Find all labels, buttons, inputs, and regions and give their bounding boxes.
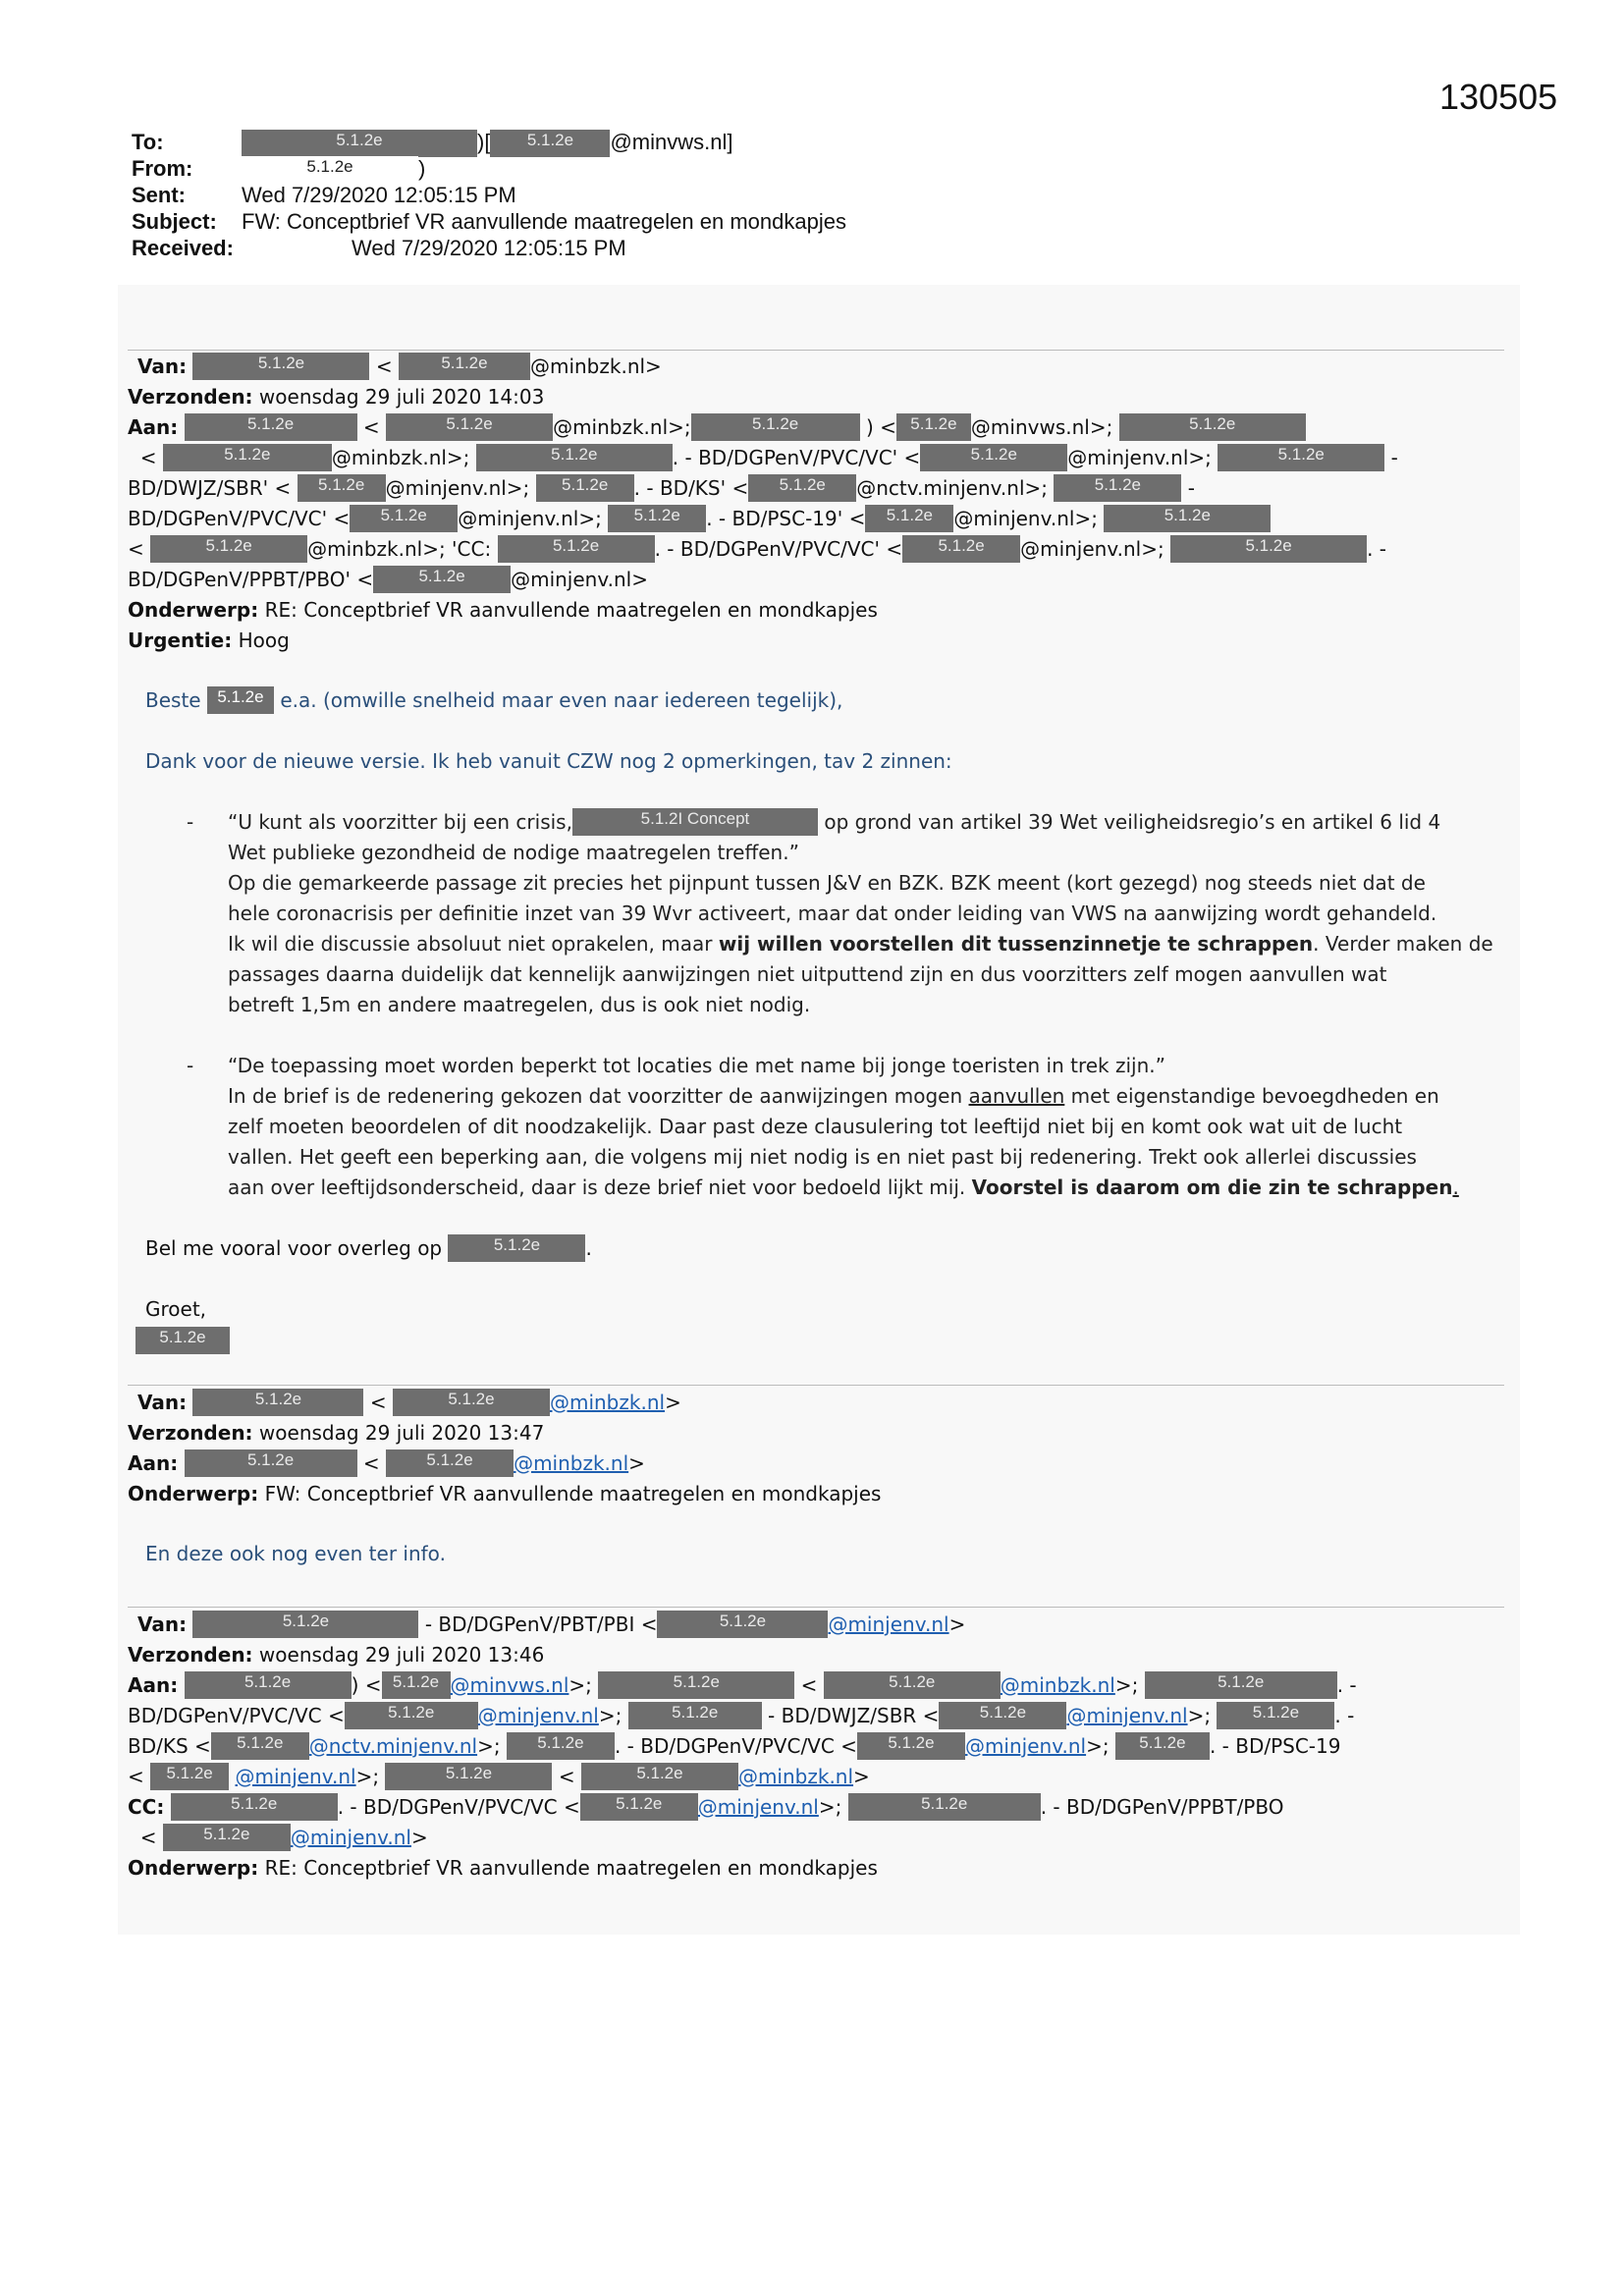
email-link[interactable]: @minbzk.nl bbox=[737, 1765, 854, 1788]
from-label: From: bbox=[132, 156, 193, 181]
msg2-body: En deze ook nog even ter info. bbox=[145, 1542, 446, 1565]
onderwerp-label: Onderwerp: bbox=[128, 1856, 259, 1880]
from-value bbox=[242, 155, 425, 184]
header-from-row bbox=[132, 155, 1015, 182]
urgentie-label: Urgentie: bbox=[128, 629, 233, 652]
redaction-box: 5.1.2e bbox=[171, 1793, 338, 1821]
received-value: Wed 7/29/2020 12:05:15 PM bbox=[352, 236, 626, 260]
redaction-box: 5.1.2e bbox=[691, 413, 860, 441]
redaction-box: 5.1.2e bbox=[608, 505, 706, 532]
redaction-box: 5.1.2e bbox=[1170, 535, 1367, 563]
redaction-box: 5.1.2e bbox=[824, 1671, 1001, 1699]
call-text: Bel me vooral voor overleg op bbox=[145, 1236, 443, 1260]
recipient-text: BD/DWJZ/SBR' < bbox=[128, 476, 292, 500]
redaction-box: 5.1.2e bbox=[386, 413, 553, 441]
email-link[interactable]: @minjenv.nl bbox=[477, 1704, 599, 1727]
subject-label: Subject: bbox=[132, 209, 217, 234]
recipient-text: . - bbox=[1334, 1704, 1355, 1727]
redaction-box: 5.1.2e bbox=[192, 1389, 363, 1416]
recipient-text: < bbox=[128, 1765, 144, 1788]
recipient-text: . - BD/KS' < bbox=[633, 476, 749, 500]
intro-text: Dank voor de nieuwe versie. Ik heb vanuit CZW nog 2 opmerkingen, tav 2 zinnen: bbox=[145, 749, 952, 773]
email-link[interactable]: @minjenv.nl bbox=[964, 1734, 1087, 1758]
msg3-subject: RE: Conceptbrief VR aanvullende maatregelen en mondkapjes bbox=[264, 1856, 878, 1880]
quote-text: op grond van artikel 39 Wet veiligheidsregio’s en artikel 6 lid 4 bbox=[824, 810, 1441, 834]
recipient-text: . - BD/DGPenV/PVC/VC < bbox=[614, 1734, 857, 1758]
aan-label: Aan: bbox=[128, 1673, 179, 1697]
msg1-date: woensdag 29 juli 2020 14:03 bbox=[258, 385, 545, 409]
van-dept: - BD/DGPenV/PBT/PBI < bbox=[418, 1613, 658, 1636]
redaction-box: 5.1.2e bbox=[920, 444, 1067, 471]
redaction-box: 5.1.2e bbox=[580, 1793, 698, 1821]
redaction-box: 5.1.2e bbox=[1145, 1671, 1337, 1699]
paragraph-text: aan over leeftijdsonderscheid, daar is deze brief niet voor bedoeld lijkt mij. bbox=[228, 1175, 966, 1199]
msg2-verzonden bbox=[128, 1418, 544, 1449]
recipient-text: >; bbox=[1114, 1673, 1139, 1697]
quote-text: “De toepassing moet worden beperkt tot locaties die met name bij jonge toeristen in trek zijn.” bbox=[228, 1054, 1165, 1077]
email-link[interactable]: @minjenv.nl bbox=[1066, 1704, 1188, 1727]
redaction-box: 5.1.2e bbox=[185, 1671, 352, 1699]
recipient-text: >; bbox=[598, 1704, 623, 1727]
recipient-text: . - BD/PSC-19 bbox=[1209, 1734, 1341, 1758]
paragraph-line: betreft 1,5m en andere maatregelen, dus is ook niet nodig. bbox=[228, 993, 811, 1016]
email-body bbox=[118, 285, 1520, 1935]
redaction-box: 5.1.2e bbox=[628, 1702, 762, 1729]
redaction-box: 5.1.2e bbox=[242, 156, 418, 184]
redaction-box: 5.1.2e bbox=[896, 413, 971, 441]
recipient-text: @minbzk.nl>; bbox=[331, 446, 470, 469]
document-number: 130505 bbox=[1439, 77, 1558, 117]
redaction-box: 5.1.2e bbox=[857, 1732, 965, 1760]
redaction-box: 5.1.2e bbox=[373, 566, 511, 593]
redaction-box: 5.1.2e bbox=[185, 1449, 357, 1477]
email-link[interactable]: @minjenv.nl bbox=[235, 1765, 356, 1788]
paragraph-line: vallen. Het geeft een beperking aan, die volgens mij niet nodig is en niet past bij redenering. Trekt ook allerlei discussies bbox=[228, 1145, 1417, 1169]
to-value bbox=[242, 129, 732, 157]
received-label: Received: bbox=[132, 236, 234, 260]
email-link[interactable]: @minjenv.nl bbox=[697, 1795, 819, 1819]
underlined-text: aanvullen bbox=[968, 1084, 1065, 1108]
redaction-box: 5.1.2e bbox=[192, 1611, 418, 1638]
redaction-box: 5.1.2e bbox=[207, 686, 274, 714]
recipient-text: < bbox=[800, 1673, 818, 1697]
van-label: Van: bbox=[137, 1391, 188, 1414]
paragraph-text: Ik wil die discussie absoluut niet oprakelen, maar bbox=[228, 932, 713, 956]
msg2-aan: Aan: 5.1.2e < 5.1.2e @minbzk.nl> bbox=[128, 1450, 645, 1475]
msg2-date: woensdag 29 juli 2020 13:47 bbox=[258, 1421, 545, 1445]
greeting-post: e.a. (omwille snelheid maar even naar iedereen tegelijk), bbox=[280, 688, 843, 712]
recipient-text: >; bbox=[1086, 1734, 1110, 1758]
call-text: . bbox=[585, 1236, 592, 1260]
redaction-box: 5.1.2e bbox=[1218, 444, 1384, 471]
redaction-box: 5.1.2e bbox=[448, 1234, 585, 1262]
verzonden-label: Verzonden: bbox=[128, 1643, 253, 1667]
paragraph-line: Op die gemarkeerde passage zit precies het pijnpunt tussen J&V en BZK. BZK meent (kort gezegd) nog steeds niet dat de bbox=[228, 871, 1426, 895]
divider bbox=[128, 350, 1504, 351]
recipient-text: BD/KS < bbox=[128, 1734, 211, 1758]
verzonden-label: Verzonden: bbox=[128, 1421, 253, 1445]
recipient-text: - BD/DWJZ/SBR < bbox=[761, 1704, 940, 1727]
msg1-urgentie bbox=[128, 626, 290, 656]
sent-value: Wed 7/29/2020 12:05:15 PM bbox=[242, 183, 516, 207]
bracket: > bbox=[665, 1391, 681, 1414]
paragraph-text: met eigenstandige bevoegdheden en bbox=[1070, 1084, 1439, 1108]
recipient-text: @minjenv.nl>; bbox=[458, 507, 602, 530]
recipient-text: >; bbox=[1187, 1704, 1212, 1727]
recipient-text: >; bbox=[818, 1795, 842, 1819]
bracket: < bbox=[369, 1391, 387, 1414]
cc-label: CC: bbox=[128, 1795, 165, 1819]
redaction-box: 5.1.2e bbox=[1054, 474, 1181, 502]
paragraph-text: . bbox=[1452, 1175, 1459, 1199]
recipient-text: @minbzk.nl>; 'CC: bbox=[307, 537, 492, 561]
redaction-box: 5.1.2e bbox=[150, 1763, 229, 1790]
redaction-box: 5.1.2e bbox=[490, 130, 610, 157]
sent-label: Sent: bbox=[132, 183, 186, 207]
greeting bbox=[145, 685, 842, 716]
recipient-text: @minjenv.nl>; bbox=[1020, 537, 1164, 561]
email-link[interactable]: @minvws.nl bbox=[450, 1673, 569, 1697]
verzonden-label: Verzonden: bbox=[128, 385, 253, 409]
recipient-text: @minvws.nl>; bbox=[970, 415, 1113, 439]
to-domain: @minvws.nl] bbox=[610, 130, 733, 154]
redaction-box: 5.1.2e bbox=[581, 1763, 738, 1790]
recipient-text: >; bbox=[477, 1734, 501, 1758]
email-link[interactable]: @minjenv.nl bbox=[290, 1826, 411, 1849]
from-suffix: ) bbox=[418, 156, 426, 181]
recipient-text: @minbzk.nl>; bbox=[553, 415, 691, 439]
recipient-text: @nctv.minjenv.nl>; bbox=[856, 476, 1049, 500]
recipient-text: BD/DGPenV/PPBT/PBO' < bbox=[128, 568, 374, 591]
paragraph-line: hele coronacrisis per definitie inzet van 39 Wvr activeert, maar dat onder leiding van VWS na aanwijzing wordt gehandeld. bbox=[228, 902, 1437, 925]
redaction-box: 5.1.2e bbox=[657, 1611, 828, 1638]
redaction-box: 5.1.2e bbox=[211, 1732, 309, 1760]
redaction-box: 5.1.2e bbox=[150, 535, 307, 563]
redaction-box: 5.1.2e bbox=[1115, 1732, 1210, 1760]
onderwerp-label: Onderwerp: bbox=[128, 1482, 259, 1505]
redaction-box: 5.1.2e bbox=[498, 535, 655, 563]
sign-off: Groet, bbox=[145, 1297, 207, 1321]
header-to-row bbox=[132, 129, 1015, 155]
recipient-text: ) < bbox=[351, 1673, 382, 1697]
paragraph-line: passages daarna duidelijk dat kennelijk aanwijzingen niet uitputtend zijn en dus voorzitters zelf mogen aanvullen wat bbox=[228, 962, 1387, 986]
email-link[interactable]: @minjenv.nl bbox=[828, 1613, 949, 1636]
recipient-text: BD/DGPenV/PVC/VC < bbox=[128, 1704, 345, 1727]
redaction-box: 5.1.2e bbox=[393, 1389, 550, 1416]
recipient-text: . - BD/DGPenV/PVC/VC' < bbox=[654, 537, 903, 561]
recipient-text: < bbox=[558, 1765, 575, 1788]
recipient-text: @minjenv.nl>; bbox=[953, 507, 1098, 530]
bullet-dash: - bbox=[187, 810, 194, 834]
recipient-text: > bbox=[410, 1826, 428, 1849]
redaction-box: 5.1.2e bbox=[1119, 413, 1306, 441]
bullet-dash: - bbox=[187, 1054, 194, 1077]
redaction-box: 5.1.2e bbox=[748, 474, 856, 502]
msg3-van: Van: 5.1.2e - BD/DGPenV/PBT/PBI < 5.1.2e @minjenv.nl> bbox=[137, 1612, 966, 1636]
redaction-box: 5.1.2I Concept bbox=[572, 808, 818, 836]
email-link[interactable]: @minbzk.nl bbox=[514, 1451, 629, 1475]
to-label: To: bbox=[132, 130, 164, 154]
email-link[interactable]: @nctv.minjenv.nl bbox=[308, 1734, 478, 1758]
redaction-box: 5.1.2e bbox=[399, 353, 530, 380]
redaction-box: 5.1.2e bbox=[242, 130, 477, 157]
msg2-onderwerp bbox=[128, 1479, 881, 1509]
divider bbox=[128, 1607, 1504, 1608]
redaction-box: 5.1.2e bbox=[135, 1327, 230, 1354]
redaction-box: 5.1.2e bbox=[939, 1702, 1066, 1729]
call-line bbox=[145, 1233, 592, 1264]
recipient-text: < bbox=[139, 1826, 157, 1849]
msg1-van-domain: @minbzk.nl> bbox=[529, 355, 662, 378]
msg1-aan: Aan: 5.1.2e < 5.1.2e @minbzk.nl>; 5.1.2e ) < 5.1.2e @minvws.nl>; 5.1.2e < 5.1.2e @minbzk.nl>; 5.1.2e . - BD/DGPenV/PVC/VC' < 5.1.2e @minjenv.nl>; 5.1.2e - BD/DWJZ/SBR' < 5.1.2e @minjenv.nl>; 5.1.2e . - BD/KS' < 5.1.2e @nctv.minjenv.nl>; 5.1.2e - BD/DGPenV/PVC/VC' < 5.1.2e @minjenv.nl>; 5.1.2e . - BD/PSC-19' < 5.1.2e @minjenv.nl>; 5.1.2e < 5.1.2e @minbzk.nl>; 'CC: 5.1.2e . - BD/DGPenV/PVC/VC' < 5.1.2e @minjenv.nl>; 5.1.2e . - BD/DGPenV/PPBT/PBO' < 5.1.2e @minjenv.nl> bbox=[128, 414, 1398, 591]
recipient-text: . - BD/DGPenV/PPBT/PBO bbox=[1040, 1795, 1284, 1819]
email-link[interactable]: @minbzk.nl bbox=[549, 1391, 666, 1414]
van-label: Van: bbox=[137, 355, 188, 378]
header-received-row bbox=[132, 235, 1015, 261]
paragraph-text: . Verder maken de bbox=[1313, 932, 1493, 956]
msg3-aan bbox=[128, 1670, 1512, 1853]
msg1-onderwerp bbox=[128, 595, 878, 626]
paragraph-text: In de brief is de redenering gekozen dat voorzitter de aanwijzingen mogen bbox=[228, 1084, 963, 1108]
redaction-box: 5.1.2e bbox=[598, 1671, 794, 1699]
recipient-text: > bbox=[853, 1765, 870, 1788]
bold-text: wij willen voorstellen dit tussenzinnetje te schrappen bbox=[718, 932, 1314, 956]
recipient-text: . - BD/DGPenV/PVC/VC < bbox=[337, 1795, 580, 1819]
redaction-box: 5.1.2e bbox=[1104, 505, 1271, 532]
redaction-box: 5.1.2e bbox=[185, 413, 357, 441]
recipient-text: BD/DGPenV/PVC/VC' < bbox=[128, 507, 351, 530]
redaction-box: 5.1.2e bbox=[298, 474, 386, 502]
redaction-box: 5.1.2e bbox=[382, 1671, 451, 1699]
email-link[interactable]: @minbzk.nl bbox=[1000, 1673, 1115, 1697]
redaction-box: 5.1.2e bbox=[476, 444, 673, 471]
msg1-subject: RE: Conceptbrief VR aanvullende maatregelen en mondkapjes bbox=[264, 598, 878, 622]
aan-label: Aan: bbox=[128, 1451, 179, 1475]
redaction-box: 5.1.2e bbox=[163, 444, 332, 471]
msg1-verzonden bbox=[128, 382, 544, 412]
recipient-text: . - bbox=[1336, 1673, 1357, 1697]
redaction-box: 5.1.2e bbox=[536, 474, 634, 502]
quote-text: “U kunt als voorzitter bij een crisis, bbox=[228, 810, 572, 834]
recipient-text: >; bbox=[355, 1765, 380, 1788]
paragraph-line: zelf moeten beoordelen of dit noodzakelijk. Daar past deze clausulering tot leeftijd niet bij en komt ook wat uit de lucht bbox=[228, 1115, 1403, 1138]
redaction-box: 5.1.2e bbox=[1217, 1702, 1334, 1729]
to-sep: )[ bbox=[477, 130, 491, 154]
bold-text: Voorstel is daarom om die zin te schrappen bbox=[971, 1175, 1453, 1199]
redaction-box: 5.1.2e bbox=[507, 1732, 615, 1760]
subject-value: FW: Conceptbrief VR aanvullende maatregelen en mondkapjes bbox=[242, 209, 846, 234]
recipient-text: . - BD/DGPenV/PVC/VC' < bbox=[672, 446, 921, 469]
msg3-onderwerp bbox=[128, 1853, 878, 1884]
aan-label: Aan: bbox=[128, 415, 179, 439]
signature-redaction bbox=[135, 1326, 230, 1356]
msg2-subject: FW: Conceptbrief VR aanvullende maatregelen en mondkapjes bbox=[264, 1482, 882, 1505]
redaction-box: 5.1.2e bbox=[163, 1824, 291, 1851]
recipient-text: @minjenv.nl>; bbox=[1067, 446, 1212, 469]
redaction-box: 5.1.2e bbox=[865, 505, 953, 532]
msg1-van: Van: 5.1.2e < 5.1.2e @minbzk.nl> bbox=[137, 354, 662, 378]
redaction-box: 5.1.2e bbox=[350, 505, 458, 532]
redaction-box: 5.1.2e bbox=[192, 353, 369, 380]
export-header bbox=[132, 129, 1015, 261]
header-sent-row bbox=[132, 182, 1015, 208]
header-subject-row bbox=[132, 208, 1015, 235]
divider bbox=[128, 1385, 1504, 1386]
msg3-date: woensdag 29 juli 2020 13:46 bbox=[258, 1643, 545, 1667]
greeting-pre: Beste bbox=[145, 688, 201, 712]
redaction-box: 5.1.2e bbox=[385, 1763, 552, 1790]
msg3-verzonden bbox=[128, 1640, 544, 1670]
recipient-text: >; bbox=[568, 1673, 592, 1697]
msg1-urgency: Hoog bbox=[238, 629, 290, 652]
recipient-text: . - BD/PSC-19' < bbox=[706, 507, 866, 530]
redaction-box: 5.1.2e bbox=[902, 535, 1020, 563]
redaction-box: 5.1.2e bbox=[848, 1793, 1041, 1821]
redaction-box: 5.1.2e bbox=[345, 1702, 478, 1729]
van-label: Van: bbox=[137, 1613, 188, 1636]
quote-text: Wet publieke gezondheid de nodige maatregelen treffen.” bbox=[228, 841, 799, 864]
recipient-text: @minjenv.nl> bbox=[511, 568, 648, 591]
msg2-van bbox=[128, 1388, 681, 1418]
redaction-box: 5.1.2e bbox=[386, 1449, 514, 1477]
onderwerp-label: Onderwerp: bbox=[128, 598, 259, 622]
recipient-text: @minjenv.nl>; bbox=[385, 476, 530, 500]
